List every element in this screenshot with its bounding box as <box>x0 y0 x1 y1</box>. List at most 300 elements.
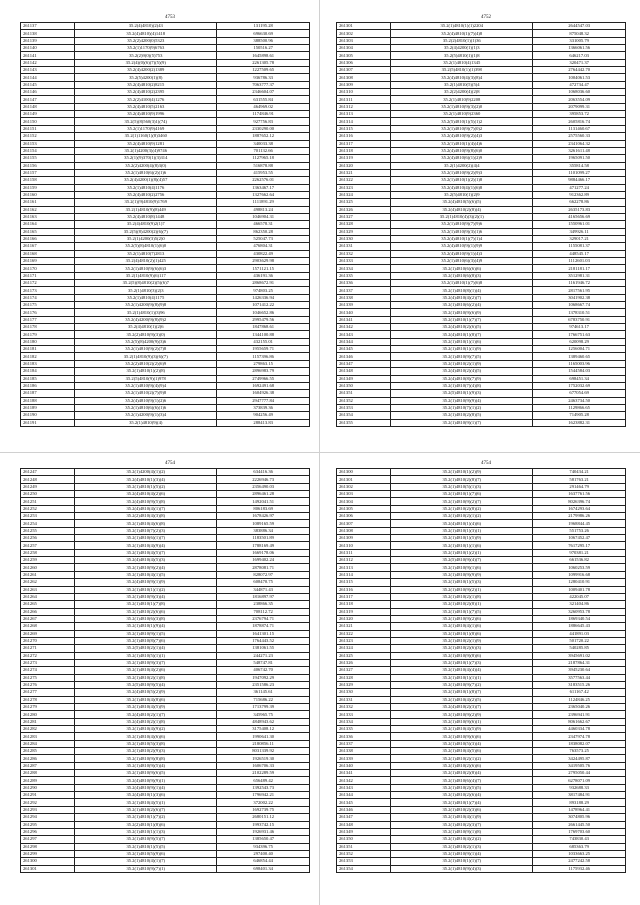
row-id-cell: 261174 <box>21 294 75 301</box>
row-value-cell: 1155081.37 <box>533 243 626 250</box>
row-id-cell: 261267 <box>21 615 75 622</box>
row-code-cell: 35.2(4)4810(9)(1)(9) <box>75 579 217 586</box>
row-id-cell: 261312 <box>337 557 391 564</box>
row-id-cell: 261151 <box>21 125 75 132</box>
row-id-cell: 261268 <box>21 623 75 630</box>
table-row <box>337 81 626 88</box>
table-row <box>337 316 626 323</box>
page-bottom-right <box>336 460 636 873</box>
table-row <box>337 177 626 184</box>
row-code-cell: 35.2(1)4810(6)(3)(8) <box>75 615 217 622</box>
row-value-cell: 2346604.07 <box>217 89 310 96</box>
row-id-cell: 261351 <box>337 843 391 850</box>
table-row <box>337 814 626 821</box>
row-id-cell: 261346 <box>337 353 391 360</box>
table-row <box>21 520 310 527</box>
row-value-cell: 1544584.03 <box>533 368 626 375</box>
row-id-cell: 261286 <box>21 755 75 762</box>
row-value-cell: 4460334.78 <box>533 726 626 733</box>
table-row <box>337 630 626 637</box>
row-id-cell: 261262 <box>21 579 75 586</box>
row-id-cell: 261175 <box>21 302 75 309</box>
row-value-cell: 714905.28 <box>533 412 626 419</box>
row-code-cell: 35.2(5)4810(2)(1)(4) <box>75 645 217 652</box>
row-value-cell: 2635173.83 <box>533 206 626 213</box>
table-row <box>21 118 310 125</box>
row-id-cell: 261152 <box>21 133 75 140</box>
row-value-cell: 150516.27 <box>217 45 310 52</box>
row-value-cell: 1788169.49 <box>217 542 310 549</box>
row-code-cell: 35.2(1)4810(1)(4)(4)6 <box>391 140 533 147</box>
row-id-cell: 261179 <box>21 331 75 338</box>
row-value-cell: 2896983.79 <box>217 368 310 375</box>
table-row <box>21 184 310 191</box>
data-table <box>336 468 626 873</box>
row-value-cell: 1099916.68 <box>533 571 626 578</box>
table-row <box>21 579 310 586</box>
row-value-cell: 1157396.86 <box>217 353 310 360</box>
table-row <box>21 806 310 813</box>
row-id-cell: 261324 <box>337 645 391 652</box>
table-row <box>337 280 626 287</box>
row-value-cell: 611167.42 <box>533 689 626 696</box>
row-code-cell: 35.2(1)4810(9)(1)(8) <box>391 828 533 835</box>
row-id-cell: 261297 <box>21 836 75 843</box>
row-id-cell: 261181 <box>21 346 75 353</box>
row-id-cell: 261336 <box>337 733 391 740</box>
row-id-cell: 261337 <box>337 287 391 294</box>
row-value-cell: 2351586.23 <box>217 681 310 688</box>
table-row <box>21 527 310 534</box>
row-code-cell: 35.2(2)4200(4)(8)3(0) <box>75 162 217 169</box>
row-code-cell: 35.2(1)4810(4)(5)(6) <box>391 748 533 755</box>
row-value-cell: 2079099.31 <box>533 103 626 110</box>
row-code-cell: 35.2(1)4810(2)(6)(3) <box>391 645 533 652</box>
table-row <box>337 527 626 534</box>
row-value-cell: 1878874.71 <box>217 623 310 630</box>
row-id-cell: 261189 <box>21 404 75 411</box>
row-id-cell: 261309 <box>337 535 391 542</box>
row-id-cell: 261334 <box>337 718 391 725</box>
row-value-cell: 912362.89 <box>533 191 626 198</box>
row-id-cell: 261314 <box>337 571 391 578</box>
row-code-cell: 35.2(1)4810(6)(8)(3) <box>391 272 533 279</box>
row-id-cell: 261353 <box>337 404 391 411</box>
row-value-cell: 1060253.59 <box>533 564 626 571</box>
row-value-cell: 1692739.75 <box>217 806 310 813</box>
row-value-cell: 581763.21 <box>533 476 626 483</box>
row-value-cell: 7063777.37 <box>217 81 310 88</box>
table-row <box>337 199 626 206</box>
row-id-cell: 261296 <box>21 828 75 835</box>
row-code-cell: 35.2(1)4810(7)2813 <box>75 250 217 257</box>
table-row <box>21 67 310 74</box>
table-row <box>21 302 310 309</box>
row-code-cell: 35.2(1)4810(4)(5)(1) <box>75 799 217 806</box>
table-row <box>337 258 626 265</box>
table-row <box>21 704 310 711</box>
row-code-cell: 35.2(2)4200(0)5323 <box>75 37 217 44</box>
table-row <box>21 652 310 659</box>
row-id-cell: 261302 <box>337 30 391 37</box>
row-code-cell: 35.2(1)4810(1)(1)2204 <box>391 23 533 30</box>
row-value-cell: 661536.82 <box>533 557 626 564</box>
row-code-cell: 35.2(1)4810(9)(3)(7) <box>75 659 217 666</box>
row-code-cell: 35.2(1)4810(1)(7)(7) <box>391 316 533 323</box>
row-code-cell: 35.2(1)4810(9)(6)(1) <box>391 718 533 725</box>
row-value-cell: 361145.61 <box>217 689 310 696</box>
row-id-cell: 261168 <box>21 250 75 257</box>
row-value-cell: 2995479.56 <box>217 316 310 323</box>
table-row <box>21 309 310 316</box>
row-id-cell: 261148 <box>21 103 75 110</box>
row-id-cell: 261187 <box>21 390 75 397</box>
table-row <box>337 250 626 257</box>
row-value-cell: 1175932.46 <box>533 865 626 872</box>
row-id-cell: 261350 <box>337 836 391 843</box>
table-row <box>337 674 626 681</box>
table-row <box>21 111 310 118</box>
row-id-cell: 261310 <box>337 89 391 96</box>
table-row <box>337 770 626 777</box>
row-value-cell: 1766751.63 <box>533 331 626 338</box>
row-code-cell: 35.2(1)4810(5)(1)(3) <box>391 483 533 490</box>
row-value-cell: 934396.75 <box>217 843 310 850</box>
row-value-cell: 2347974.78 <box>533 733 626 740</box>
row-id-cell: 261309 <box>337 81 391 88</box>
row-id-cell: 261354 <box>337 412 391 419</box>
row-value-cell: 1227509.65 <box>217 67 310 74</box>
row-code-cell: 35.2(1)4810(4)(5)(7) <box>75 549 217 556</box>
row-id-cell: 261163 <box>21 213 75 220</box>
table-row <box>21 316 310 323</box>
row-code-cell: 35.2(1)4810(6)(6)(6) <box>391 265 533 272</box>
row-code-cell: 35.2(1)4810(9)(7)(0)2 <box>391 125 533 132</box>
row-code-cell: 35.2(1)1170(9)4169 <box>75 125 217 132</box>
row-code-cell: 35.2(1)4810(2)(3)(7) <box>391 821 533 828</box>
row-code-cell: 35.2(1)4810(1)(1)(2) <box>75 586 217 593</box>
row-id-cell: 261289 <box>21 777 75 784</box>
row-value-cell: 2575560.33 <box>533 133 626 140</box>
table-row <box>21 564 310 571</box>
row-id-cell: 261180 <box>21 338 75 345</box>
row-id-cell: 261278 <box>21 696 75 703</box>
row-value-cell: 238866.35 <box>217 601 310 608</box>
row-value-cell: 1968844.45 <box>533 520 626 527</box>
row-code-cell: 35.2(2)9(0)(5)753 <box>75 52 217 59</box>
row-code-cell: 35.2(1)4810(4)(2)(2) <box>391 836 533 843</box>
table-row <box>21 637 310 644</box>
row-code-cell: 35.2(1)4810(2)(8)(2) <box>391 505 533 512</box>
row-id-cell: 261259 <box>21 557 75 564</box>
row-id-cell: 261334 <box>337 265 391 272</box>
row-value-cell: 2477242.58 <box>533 858 626 865</box>
table-row <box>337 309 626 316</box>
row-id-cell: 261147 <box>21 96 75 103</box>
table-row <box>337 836 626 843</box>
table-row <box>21 360 310 367</box>
row-code-cell: 35.2(2)4810(1)(1)36 <box>391 37 533 44</box>
row-value-cell: 472734.47 <box>533 81 626 88</box>
row-id-cell: 261138 <box>21 30 75 37</box>
row-code-cell: 35.2(4)4810(9)(1)(9)9 <box>391 243 533 250</box>
row-value-cell: 904256.49 <box>217 412 310 419</box>
row-code-cell: 35.2(1)1160(1)(8)3460 <box>75 133 217 140</box>
row-id-cell: 261318 <box>337 147 391 154</box>
row-id-cell: 261314 <box>337 118 391 125</box>
row-code-cell: 35.2(1)4810(1)(5)(2) <box>75 483 217 490</box>
table-row <box>21 821 310 828</box>
table-row <box>337 103 626 110</box>
row-id-cell: 261324 <box>337 191 391 198</box>
row-value-cell: 1492041.51 <box>217 498 310 505</box>
row-value-cell: 763573.25 <box>533 748 626 755</box>
row-value-cell: 1678426.97 <box>217 513 310 520</box>
table-row <box>21 601 310 608</box>
row-id-cell: 261311 <box>337 96 391 103</box>
table-row <box>21 483 310 490</box>
row-value-cell: 321404.86 <box>533 601 626 608</box>
row-code-cell: 35.2(1)4810(1)(2)(1) <box>391 549 533 556</box>
row-code-cell: 35.2(1)4810(9)(8)(8) <box>75 755 217 762</box>
row-code-cell: 35.2(1)4810(1)(7)(6) <box>391 491 533 498</box>
row-value-cell: 2226946.73 <box>217 476 310 483</box>
row-value-cell: 1571121.15 <box>217 265 310 272</box>
table-row <box>337 637 626 644</box>
row-id-cell: 261256 <box>21 535 75 542</box>
row-code-cell: 35.2(1)4810(2)(6)(4) <box>391 792 533 799</box>
row-code-cell: 35.2(1)4810(1)(1)(3) <box>75 828 217 835</box>
row-id-cell: 261302 <box>337 483 391 490</box>
page-number: 4753 <box>165 15 175 20</box>
row-value-cell: 1713799.39 <box>217 704 310 711</box>
table-row <box>337 858 626 865</box>
table-row <box>21 30 310 37</box>
row-value-cell: 1004061.53 <box>533 74 626 81</box>
row-id-cell: 261338 <box>337 294 391 301</box>
row-value-cell: 288413.83 <box>217 419 310 426</box>
row-id-cell: 261312 <box>337 103 391 110</box>
row-value-cell: 1280410.91 <box>533 579 626 586</box>
table-row <box>21 382 310 389</box>
row-value-cell: 329017.21 <box>533 235 626 242</box>
row-value-cell: 3945230.64 <box>533 667 626 674</box>
table-row <box>337 162 626 169</box>
row-code-cell: 35.2(4)4810(1)(2)6 <box>75 324 217 331</box>
row-value-cell: 1947092.29 <box>217 674 310 681</box>
table-row <box>337 564 626 571</box>
row-code-cell: 35.2(1)4810(1)(8)(6) <box>391 630 533 637</box>
table-row <box>337 755 626 762</box>
row-id-cell: 261165 <box>21 228 75 235</box>
table-row <box>337 748 626 755</box>
row-code-cell: 35.2(1)4810(9)(2)(4) <box>75 564 217 571</box>
row-value-cell: 548747.81 <box>217 659 310 666</box>
row-id-cell: 261185 <box>21 375 75 382</box>
row-value-cell: 1131460.67 <box>533 125 626 132</box>
row-code-cell: 35.2(1)4810(9)(8)449 <box>75 206 217 213</box>
row-code-cell: 35.2(1)4810(1)(5)(5) <box>75 843 217 850</box>
row-id-cell: 261320 <box>337 615 391 622</box>
table-row <box>337 45 626 52</box>
table-row <box>21 733 310 740</box>
row-code-cell: 35.2(1)4810(4)(4)(4) <box>391 667 533 674</box>
row-value-cell: 1327662.64 <box>217 191 310 198</box>
row-code-cell: 35.2(1)4810(1)(2)(8) <box>75 368 217 375</box>
row-value-cell: 498813.24 <box>217 206 310 213</box>
row-value-cell: 1838082.07 <box>533 740 626 747</box>
table-row <box>337 850 626 857</box>
row-id-cell: 261331 <box>337 696 391 703</box>
row-value-cell: 1381061.55 <box>217 645 310 652</box>
row-value-cell: 662278.86 <box>533 199 626 206</box>
table-row <box>21 346 310 353</box>
row-code-cell: 35.2(5)(8)4200(2)(6)(7) <box>75 228 217 235</box>
table-row <box>337 608 626 615</box>
table-row <box>21 718 310 725</box>
row-value-cell: 1926931.46 <box>217 828 310 835</box>
row-code-cell: 35.2(4)4810(1)(7)(4)8 <box>391 30 533 37</box>
row-value-cell: 331005.79 <box>533 37 626 44</box>
row-id-cell: 261311 <box>337 549 391 556</box>
table-row <box>21 228 310 235</box>
row-code-cell: 35.2(1)4810(4)1175 <box>75 294 217 301</box>
row-value-cell: 620098.29 <box>533 338 626 345</box>
table-row <box>21 498 310 505</box>
table-row <box>337 483 626 490</box>
row-value-cell: 2896461.28 <box>217 491 310 498</box>
row-code-cell: 35.2(1)4810(9)(3)(4) <box>75 593 217 600</box>
row-id-cell: 261335 <box>337 726 391 733</box>
table-row <box>21 792 310 799</box>
table-row <box>21 213 310 220</box>
row-value-cell: 1033663.25 <box>533 850 626 857</box>
table-row <box>21 645 310 652</box>
row-value-cell: 1847868.61 <box>217 324 310 331</box>
row-value-cell: 3261611.48 <box>533 147 626 154</box>
row-value-cell: 1604926.38 <box>217 390 310 397</box>
data-table <box>20 468 310 873</box>
row-value-cell: 2463734.50 <box>533 397 626 404</box>
row-id-cell: 261340 <box>337 762 391 769</box>
row-code-cell: 35.2(1)4810(7)(2)(3) <box>75 527 217 534</box>
row-id-cell: 261306 <box>337 513 391 520</box>
table-row <box>337 96 626 103</box>
row-code-cell: 35.2(1)4810(4)1345 <box>391 59 533 66</box>
row-id-cell: 261313 <box>337 111 391 118</box>
row-code-cell: 35.2(1)4810(4)(8)(6) <box>75 696 217 703</box>
row-code-cell: 35.2(1)4810(9)(3)(2)0 <box>391 103 533 110</box>
row-code-cell: 35.2(4)4810(2)(6)(5) <box>391 324 533 331</box>
row-id-cell: 261352 <box>337 397 391 404</box>
row-id-cell: 261349 <box>337 375 391 382</box>
row-value-cell: 927756.83 <box>217 118 310 125</box>
row-id-cell: 261347 <box>337 814 391 821</box>
row-id-cell: 261169 <box>21 258 75 265</box>
row-code-cell: 35.2(5)4810(1)(9)(3) <box>391 390 533 397</box>
row-value-cell: 291464.79 <box>533 483 626 490</box>
row-value-cell: 1926519.30 <box>217 755 310 762</box>
row-id-cell: 261325 <box>337 199 391 206</box>
row-id-cell: 261190 <box>21 412 75 419</box>
row-id-cell: 261161 <box>21 199 75 206</box>
row-code-cell: 35.2(1)4810(9)(2)(9)3 <box>391 169 533 176</box>
row-id-cell: 261137 <box>21 23 75 30</box>
row-code-cell: 35.2(1)4200(9)(8)(9)8 <box>75 302 217 309</box>
row-code-cell: 35.2(4)4810(4)(2)(6) <box>75 491 217 498</box>
row-value-cell: 441891.03 <box>533 630 626 637</box>
row-id-cell: 261335 <box>337 272 391 279</box>
row-code-cell: 35.2(1)4200(3)(4)9746 <box>75 147 217 154</box>
row-code-cell: 35.2(1)4810(1)(3)96 <box>75 309 217 316</box>
table-row <box>21 397 310 404</box>
table-row <box>21 858 310 865</box>
table-row <box>21 491 310 498</box>
row-code-cell: 35.2(4)4810(9)(1)(4)3 <box>391 250 533 257</box>
row-value-cell: 6278071.09 <box>533 777 626 784</box>
row-code-cell: 35.2(1)4810(6)(2)(4) <box>391 302 533 309</box>
row-id-cell: 261272 <box>21 652 75 659</box>
row-code-cell: 35.2(5)4810(1)(1)398 <box>391 67 533 74</box>
row-code-cell: 35.2(4)4810(4)(1)(7) <box>75 505 217 512</box>
table-row <box>337 228 626 235</box>
row-id-cell: 261323 <box>337 184 391 191</box>
page-number: 4752 <box>481 15 491 20</box>
row-value-cell: 1161946.72 <box>533 280 626 287</box>
table-row <box>337 549 626 556</box>
row-id-cell: 261303 <box>337 491 391 498</box>
row-value-cell: 1089165.59 <box>217 520 310 527</box>
row-value-cell: 970381.21 <box>533 549 626 556</box>
row-code-cell: 35.2(4)4200(9)(8)(9)2 <box>75 316 217 323</box>
row-code-cell: 35.2(1)4810(9)2208 <box>391 96 533 103</box>
table-row <box>337 659 626 666</box>
row-value-cell: 1699402.24 <box>217 557 310 564</box>
row-id-cell: 261304 <box>337 498 391 505</box>
row-id-cell: 261291 <box>21 792 75 799</box>
row-value-cell: 1071412.22 <box>217 302 310 309</box>
page-top-left <box>20 14 320 427</box>
table-row <box>21 843 310 850</box>
row-value-cell: 2868672.91 <box>217 280 310 287</box>
row-id-cell: 261313 <box>337 564 391 571</box>
row-id-cell: 261155 <box>21 155 75 162</box>
row-code-cell: 35.2(1)4810(9)(2)(1) <box>391 586 533 593</box>
table-row <box>337 412 626 419</box>
row-code-cell: 35.2(1)4810(2)(8)(7) <box>391 476 533 483</box>
row-code-cell: 35.2(1)4810(9)(5)(7) <box>75 836 217 843</box>
row-code-cell: 35.2(4)4810(9)1281 <box>75 140 217 147</box>
row-code-cell: 35.2(1)4810(9)(4) <box>75 419 217 426</box>
row-id-cell: 261300 <box>21 858 75 865</box>
row-value-cell: 3424495.87 <box>533 755 626 762</box>
row-id-cell: 261349 <box>337 828 391 835</box>
row-value-cell: 3074805.96 <box>533 814 626 821</box>
table-row <box>21 615 310 622</box>
row-value-cell: 1606706.33 <box>217 762 310 769</box>
row-code-cell: 35.2(1)4810(9)(1)(5) <box>75 630 217 637</box>
row-code-cell: 35.2(5)(8)4810(1)(6)0 <box>75 243 217 250</box>
row-value-cell: 471277.24 <box>533 184 626 191</box>
table-row <box>21 608 310 615</box>
row-id-cell: 261270 <box>21 637 75 644</box>
table-row <box>21 784 310 791</box>
table-row <box>21 711 310 718</box>
table-row <box>21 294 310 301</box>
row-id-cell: 261170 <box>21 265 75 272</box>
table-row <box>21 390 310 397</box>
row-code-cell: 35.2(1)4810(4)(1)(5) <box>75 571 217 578</box>
